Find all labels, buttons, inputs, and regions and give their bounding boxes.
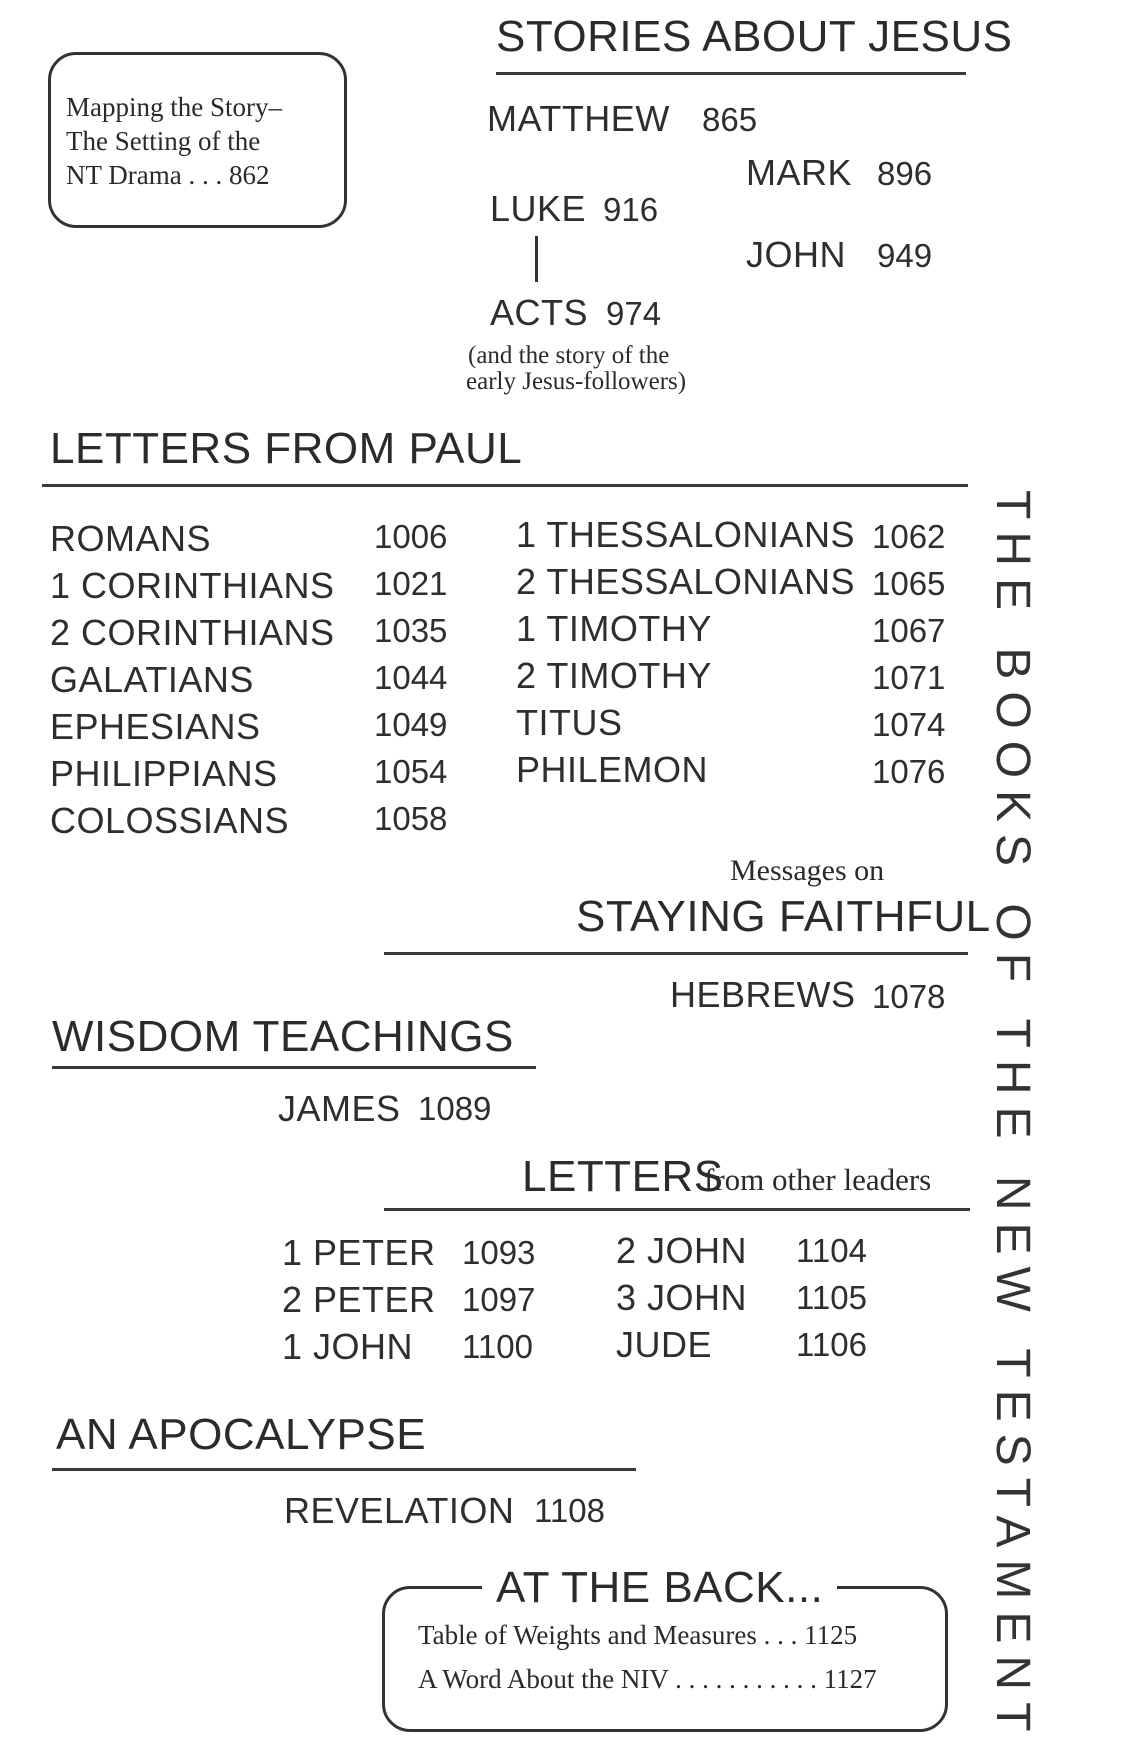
james-page: 1089	[418, 1090, 492, 1127]
luke-name: LUKE	[490, 188, 587, 229]
colossians-name: COLOSSIANS	[50, 800, 290, 841]
wisdom-rule	[52, 1066, 536, 1069]
apocalypse-rule	[52, 1468, 636, 1471]
2-john-page: 1104	[796, 1232, 867, 1269]
john-name: JOHN	[746, 234, 846, 275]
1-corinthians-page: 1021	[374, 565, 448, 602]
acts-name: ACTS	[490, 292, 589, 333]
luke-acts-connector	[535, 236, 538, 282]
titus-name: TITUS	[516, 702, 623, 743]
galatians-name: GALATIANS	[50, 659, 254, 700]
1-timothy-page: 1067	[872, 612, 946, 649]
1-corinthians-name: 1 CORINTHIANS	[50, 565, 335, 606]
other-heading: LETTERS	[522, 1152, 724, 1201]
john-page: 949	[877, 237, 933, 274]
hebrews-name: HEBREWS	[670, 974, 856, 1015]
faithful-heading: STAYING FAITHFUL	[576, 892, 991, 941]
1-peter-name: 1 PETER	[282, 1232, 436, 1273]
acts-note-2: early Jesus-followers)	[466, 368, 687, 395]
luke-page: 916	[603, 191, 659, 228]
3-john-name: 3 JOHN	[616, 1277, 748, 1318]
2-corinthians-page: 1035	[374, 612, 448, 649]
mark-name: MARK	[746, 152, 853, 193]
map-line-1: Mapping the Story–	[66, 92, 282, 122]
2-corinthians-name: 2 CORINTHIANS	[50, 612, 335, 653]
revelation-name: REVELATION	[284, 1490, 515, 1531]
james-name: JAMES	[278, 1088, 401, 1129]
philemon-name: PHILEMON	[516, 749, 709, 790]
back-line-1: Table of Weights and Measures . . . 1125	[418, 1620, 858, 1650]
1-peter-page: 1093	[462, 1234, 536, 1271]
mark-page: 896	[877, 155, 933, 192]
matthew-name: MATTHEW	[487, 98, 670, 139]
revelation-page: 1108	[534, 1492, 605, 1529]
map-line-2: The Setting of the	[66, 126, 261, 156]
other-sub: from other leaders	[704, 1162, 932, 1197]
back-heading: AT THE BACK...	[482, 1563, 837, 1613]
1-thessalonians-page: 1062	[872, 518, 946, 555]
2-thessalonians-name: 2 THESSALONIANS	[516, 561, 855, 602]
philippians-page: 1054	[374, 753, 448, 790]
1-timothy-name: 1 TIMOTHY	[516, 608, 712, 649]
romans-page: 1006	[374, 518, 448, 555]
map-line-3: NT Drama . . . 862	[66, 160, 270, 190]
acts-page: 974	[606, 295, 662, 332]
stories-rule	[496, 72, 966, 75]
other-rule	[384, 1208, 970, 1211]
faithful-rule	[384, 952, 968, 955]
paul-rule	[42, 484, 968, 487]
2-peter-page: 1097	[462, 1281, 536, 1318]
2-peter-name: 2 PETER	[282, 1279, 436, 1320]
galatians-page: 1044	[374, 659, 448, 696]
romans-name: ROMANS	[50, 518, 212, 559]
jude-name: JUDE	[616, 1324, 713, 1365]
2-john-name: 2 JOHN	[616, 1230, 748, 1271]
stories-heading: STORIES ABOUT JESUS	[496, 12, 1013, 61]
1-john-page: 1100	[462, 1328, 533, 1365]
titus-page: 1074	[872, 706, 946, 743]
jude-page: 1106	[796, 1326, 867, 1363]
philippians-name: PHILIPPIANS	[50, 753, 278, 794]
side-title: THE BOOKS OF THE NEW TESTAMENT	[986, 490, 1039, 1744]
matthew-page: 865	[702, 101, 758, 138]
apocalypse-heading: AN APOCALYPSE	[56, 1410, 427, 1459]
paul-heading: LETTERS FROM PAUL	[50, 424, 523, 473]
1-thessalonians-name: 1 THESSALONIANS	[516, 514, 855, 555]
back-line-2: A Word About the NIV . . . . . . . . . . . 1127	[418, 1664, 877, 1694]
3-john-page: 1105	[796, 1279, 867, 1316]
2-timothy-page: 1071	[872, 659, 946, 696]
colossians-page: 1058	[374, 800, 448, 837]
2-thessalonians-page: 1065	[872, 565, 946, 602]
ephesians-page: 1049	[374, 706, 448, 743]
ephesians-name: EPHESIANS	[50, 706, 261, 747]
wisdom-heading: WISDOM TEACHINGS	[52, 1012, 514, 1061]
2-timothy-name: 2 TIMOTHY	[516, 655, 712, 696]
hebrews-page: 1078	[872, 978, 946, 1015]
1-john-name: 1 JOHN	[282, 1326, 414, 1367]
acts-note-1: (and the story of the	[468, 342, 670, 369]
faithful-pre: Messages on	[730, 854, 885, 887]
philemon-page: 1076	[872, 753, 946, 790]
